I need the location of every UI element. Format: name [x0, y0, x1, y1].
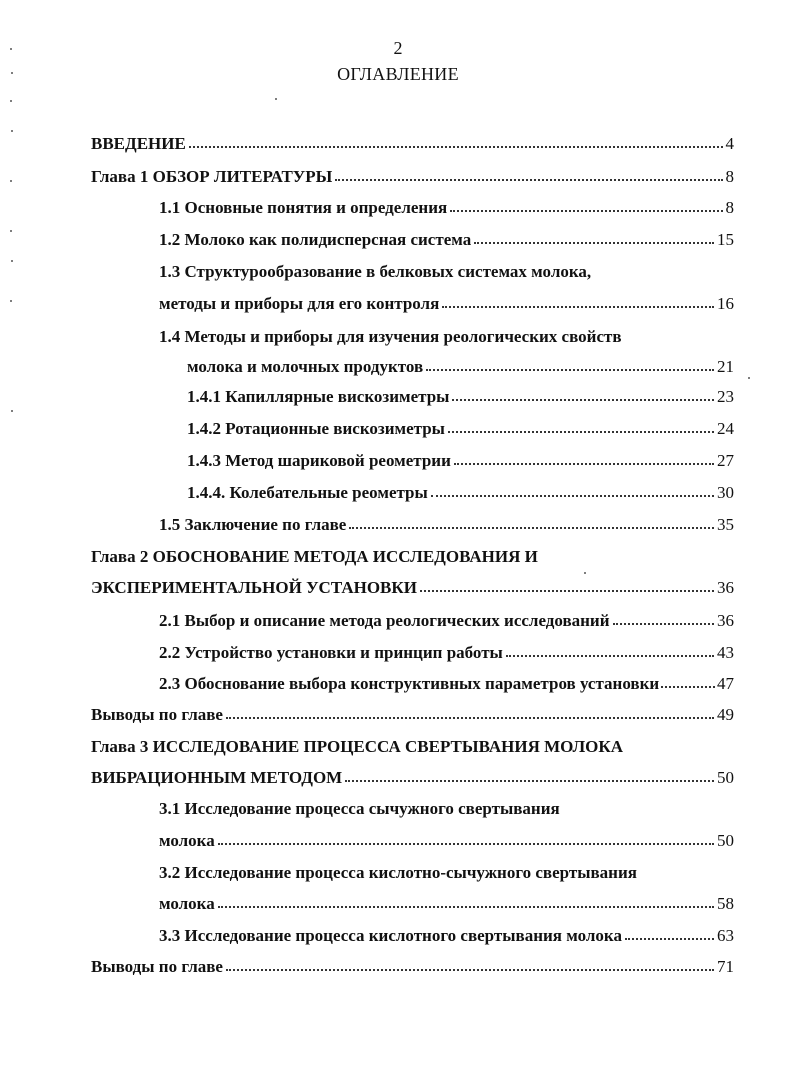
dot-leader: [345, 780, 714, 782]
toc-entry: [91, 126, 734, 154]
toc-title: ОГЛАВЛЕНИЕ: [337, 64, 459, 84]
dot-leader: [226, 969, 714, 971]
toc-entry: [91, 159, 734, 187]
scan-artifact: [11, 410, 13, 412]
toc-entry-text: 1.4.2 Ротационные вискозиметры: [187, 419, 445, 438]
dot-leader: [349, 527, 714, 529]
toc-entry-page: 47: [717, 674, 734, 693]
toc-entry-page: 43: [717, 643, 734, 662]
toc-entry-page: 21: [717, 357, 734, 376]
scan-artifact: [10, 230, 12, 232]
toc-entry: [159, 286, 734, 314]
toc-entry-text: 1.1 Основные понятия и определения: [159, 198, 448, 217]
toc-entry-text: Глава 3 ИССЛЕДОВАНИЕ ПРОЦЕССА СВЕРТЫВАНИЯ МОЛОКА: [91, 737, 624, 756]
dot-leader: [506, 655, 714, 657]
dot-leader: [625, 938, 714, 940]
toc-entry-page: 50: [717, 768, 734, 787]
toc-entry-text: Глава 1 ОБЗОР ЛИТЕРАТУРЫ: [91, 167, 333, 186]
toc-entry-page: 30: [717, 483, 734, 502]
scan-artifact: [11, 260, 13, 262]
toc-entry-text: 1.4.1 Капиллярные вискозиметры: [187, 387, 450, 406]
toc-entry-text: 2.1 Выбор и описание метода реологических исследований: [159, 611, 610, 630]
toc-entry-text: молока: [159, 894, 215, 913]
dot-leader: [448, 431, 714, 433]
toc-entry: [159, 190, 734, 218]
toc-entry-text: 3.1 Исследование процесса сычужного свертывания: [159, 799, 560, 818]
toc-entry-text: ВИБРАЦИОННЫМ МЕТОДОМ: [91, 768, 343, 787]
scan-artifact: [275, 98, 277, 100]
toc-entry-page: 8: [725, 198, 734, 217]
dot-leader: [226, 717, 714, 719]
toc-entry-text: Глава 2 ОБОСНОВАНИЕ МЕТОДА ИССЛЕДОВАНИЯ И: [91, 547, 538, 566]
scan-artifact: [10, 180, 12, 182]
dot-leader: [189, 146, 723, 148]
toc-entry-text: ЭКСПЕРИМЕНТАЛЬНОЙ УСТАНОВКИ: [91, 578, 417, 597]
dot-leader: [474, 242, 714, 244]
toc-entry: [91, 697, 734, 725]
dot-leader: [452, 399, 714, 401]
toc-entry: [159, 635, 734, 663]
toc-entry-page: 58: [717, 894, 734, 913]
toc-entry: [187, 379, 734, 407]
toc-entry-text: методы и приборы для его контроля: [159, 294, 440, 313]
toc-entry: [159, 222, 734, 250]
dot-leader: [335, 179, 722, 181]
scan-artifact: [748, 377, 750, 379]
toc-entry-page: 24: [717, 419, 734, 438]
toc-entry: [159, 666, 734, 694]
toc-entry-page: 35: [717, 515, 734, 534]
toc-entry-text: Выводы по главе: [91, 957, 223, 976]
dot-leader: [218, 843, 714, 845]
toc-entry: [187, 475, 734, 503]
dot-leader: [613, 623, 714, 625]
dot-leader: [420, 590, 714, 592]
dot-leader: [442, 306, 714, 308]
toc-entry-text: 1.3 Структурообразование в белковых системах молока,: [159, 262, 592, 281]
toc-entry-page: 4: [725, 134, 734, 153]
toc-entry-text: ВВЕДЕНИЕ: [91, 134, 186, 153]
toc-entry-page: 23: [717, 387, 734, 406]
toc-entry-text: 1.4.3 Метод шариковой реометрии: [187, 451, 451, 470]
toc-entry: [159, 603, 734, 631]
toc-entry-page: 15: [717, 230, 734, 249]
toc-entry-page: 27: [717, 451, 734, 470]
toc-entry-text: 3.3 Исследование процесса кислотного свертывания молока: [159, 926, 622, 945]
dot-leader: [661, 686, 715, 688]
toc-entry-page: 36: [717, 611, 734, 630]
toc-entry-text: 1.5 Заключение по главе: [159, 515, 347, 534]
toc-entry-text: 1.4.4. Колебательные реометры: [187, 483, 428, 502]
dot-leader: [450, 210, 722, 212]
toc-entry-text: молока и молочных продуктов: [187, 357, 424, 376]
toc-entry-page: 63: [717, 926, 734, 945]
toc-entry-text: 1.4 Методы и приборы для изучения реологических свойств: [159, 327, 622, 346]
toc-entry: [159, 507, 734, 535]
toc-entry: [159, 823, 734, 851]
scan-artifact: [10, 100, 12, 102]
dot-leader: [426, 369, 714, 371]
toc-entry: [159, 918, 734, 946]
toc-entry: [91, 570, 734, 598]
scan-artifact: [11, 72, 13, 74]
toc-entry-text: 2.2 Устройство установки и принцип работы: [159, 643, 503, 662]
toc-entry-page: 16: [717, 294, 734, 313]
toc-entry-text: 2.3 Обоснование выбора конструктивных параметров установки: [159, 674, 660, 693]
scan-artifact: [11, 130, 13, 132]
dot-leader: [218, 906, 714, 908]
toc-entry: [91, 760, 734, 788]
dot-leader: [454, 463, 714, 465]
scan-artifact: [10, 48, 12, 50]
toc-entry-text: молока: [159, 831, 215, 850]
toc-entry-page: 50: [717, 831, 734, 850]
toc-entry-text: 1.2 Молоко как полидисперсная система: [159, 230, 472, 249]
toc-entry-page: 36: [717, 578, 734, 597]
toc-entry: [159, 886, 734, 914]
toc-entry: [187, 349, 734, 377]
dot-leader: [431, 495, 714, 497]
scan-artifact: [10, 300, 12, 302]
toc-entry-text: 3.2 Исследование процесса кислотно-сычужного свертывания: [159, 863, 637, 882]
toc-entry: [187, 411, 734, 439]
toc-entry: [91, 949, 734, 977]
toc-entry-page: 8: [725, 167, 734, 186]
toc-entry-text: Выводы по главе: [91, 705, 223, 724]
page-number: 2: [393, 38, 403, 58]
toc-entry: [187, 443, 734, 471]
toc-entry-page: 71: [717, 957, 734, 976]
toc-entry-page: 49: [717, 705, 734, 724]
